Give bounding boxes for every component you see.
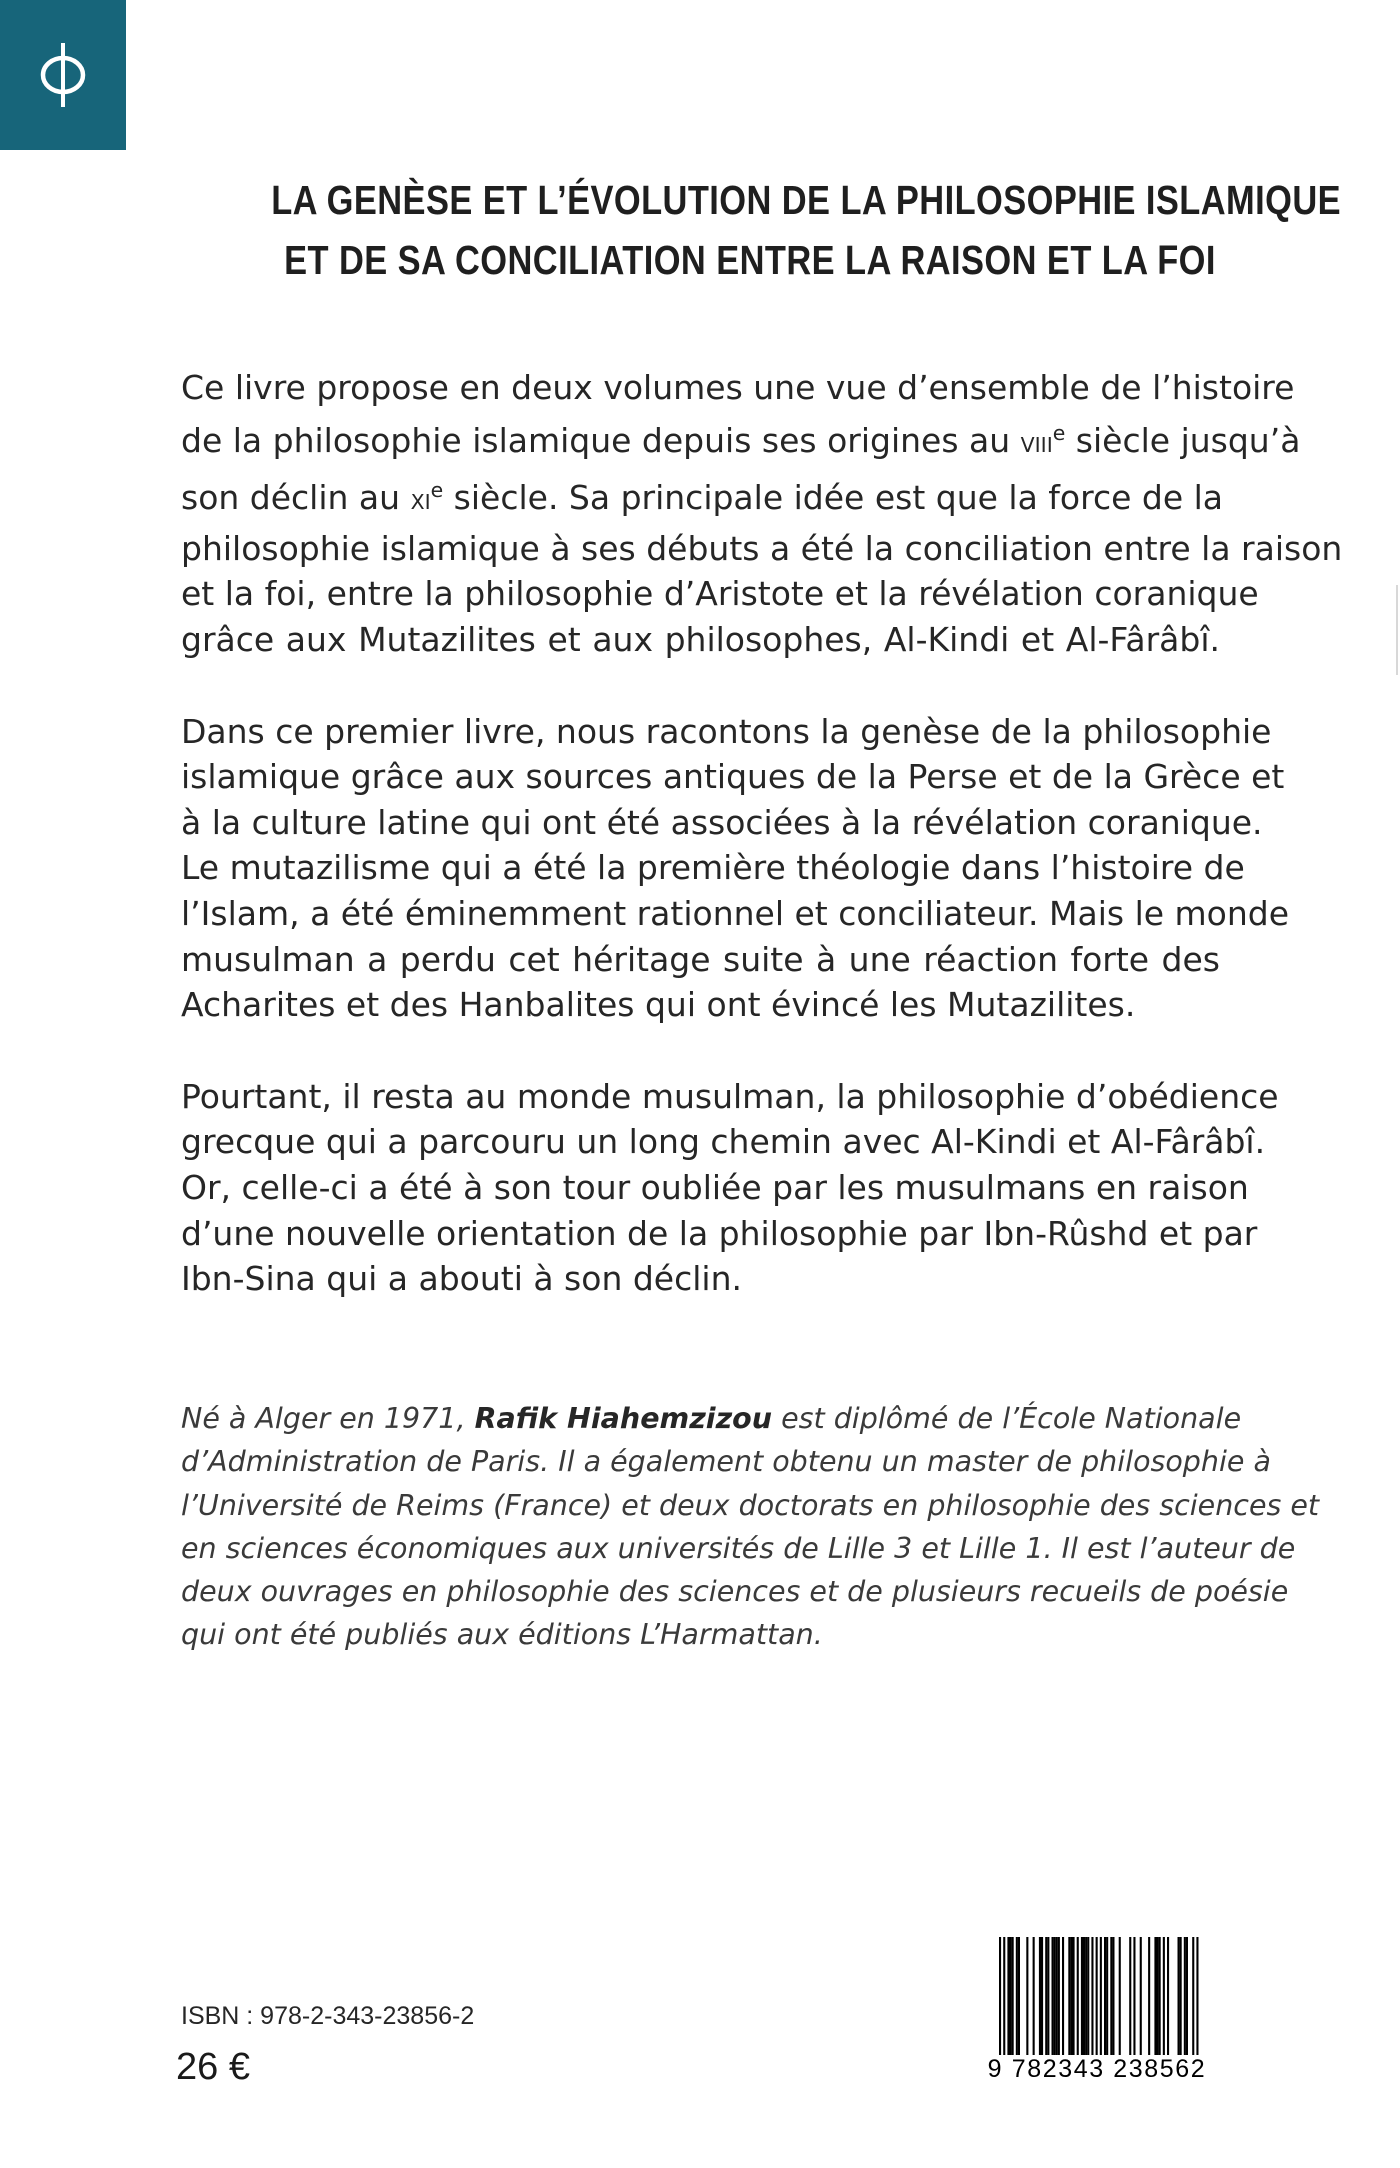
text-line: grecque qui a parcouru un long chemin avec Al-Kindi et Al-Fârâbî. bbox=[181, 1122, 1266, 1162]
text-line: de la philosophie islamique depuis ses origines au VIIIe siècle jusqu’à bbox=[181, 420, 1301, 460]
paragraph-3 bbox=[181, 1074, 1279, 1302]
bio-line: d’Administration de Paris. Il a également obtenu un master de philosophie à bbox=[181, 1445, 1271, 1479]
text-line: son déclin au XIe siècle. Sa principale idée est que la force de la bbox=[181, 478, 1224, 518]
text-line: grâce aux Mutazilites et aux philosophes, Al-Kindi et Al-Fârâbî. bbox=[181, 619, 1220, 659]
barcode-bar bbox=[1148, 1937, 1150, 2055]
barcode-bar bbox=[1112, 1937, 1114, 2055]
barcode-bar bbox=[1157, 1937, 1159, 2055]
text-line: et la foi, entre la philosophie d’Aristote et la révélation coranique bbox=[181, 574, 1259, 614]
text-line: Ce livre propose en deux volumes une vue d’ensemble de l’histoire bbox=[181, 368, 1295, 407]
century-numeral: XI bbox=[410, 490, 431, 515]
edge-mark bbox=[1396, 585, 1398, 675]
barcode-bar bbox=[1163, 1937, 1165, 2055]
bio-line: qui ont été publiés aux éditions L’Harmattan. bbox=[181, 1618, 823, 1652]
barcode-bar bbox=[1016, 1937, 1018, 2055]
text-line: d’une nouvelle orientation de la philosophie par Ibn-Rûshd et par bbox=[181, 1213, 1258, 1253]
barcode-bar bbox=[1110, 1937, 1112, 2055]
barcode-bar bbox=[1104, 1937, 1106, 2055]
barcode-bar bbox=[1003, 1937, 1005, 2062]
text-line: musulman a perdu cet héritage suite à une réaction forte des bbox=[181, 939, 1220, 979]
barcode-bar bbox=[1026, 1937, 1028, 2055]
barcode-bar bbox=[1091, 1937, 1093, 2055]
title-line-2: ET DE SA CONCILIATION ENTRE LA RAISON ET LA FOI bbox=[284, 237, 1216, 283]
author-name: Rafik Hiahemzizou bbox=[474, 1402, 773, 1435]
barcode-bar bbox=[1018, 1937, 1020, 2055]
text-line: Pourtant, il resta au monde musulman, la philosophie d’obédience bbox=[181, 1076, 1279, 1116]
text-line: philosophie islamique à ses débuts a été la conciliation entre la raison bbox=[181, 528, 1343, 568]
paragraph-1 bbox=[181, 365, 1343, 663]
bio-line: en sciences économiques aux universités de Lille 3 et Lille 1. Il est l’auteur de bbox=[181, 1531, 1296, 1565]
barcode-bar bbox=[1083, 1937, 1085, 2055]
barcode-bar bbox=[1081, 1937, 1083, 2055]
barcode-bar bbox=[1129, 1937, 1131, 2055]
barcode-bar bbox=[1054, 1937, 1056, 2055]
barcode-bar bbox=[1154, 1937, 1156, 2055]
barcode-bar bbox=[1180, 1937, 1182, 2055]
barcode-bar bbox=[1184, 1937, 1186, 2055]
barcode-bar bbox=[1167, 1937, 1169, 2055]
barcode-bar bbox=[1070, 1937, 1072, 2055]
barcode-bar bbox=[1186, 1937, 1188, 2055]
barcode-bar bbox=[1087, 1937, 1089, 2055]
publisher-logo bbox=[0, 0, 126, 150]
price-text: 26 € bbox=[176, 2046, 250, 2088]
text-line: Dans ce premier livre, nous racontons la genèse de la philosophie bbox=[181, 711, 1272, 751]
barcode-bar bbox=[1196, 1937, 1198, 2062]
barcode-bar bbox=[1068, 1937, 1070, 2055]
barcode-bar bbox=[999, 1937, 1001, 2062]
barcode-bar bbox=[1039, 1937, 1041, 2055]
barcode-bar bbox=[1007, 1937, 1009, 2055]
text-line: Le mutazilisme qui a été la première théologie dans l’histoire de bbox=[181, 848, 1245, 888]
barcode-bar bbox=[1077, 1937, 1079, 2055]
barcode-bar bbox=[1133, 1937, 1135, 2055]
text-line: l’Islam, a été éminemment rationnel et conciliateur. Mais le monde bbox=[181, 893, 1290, 933]
book-title bbox=[180, 170, 1342, 290]
bio-line: Né à Alger en 1971, Rafik Hiahemzizou est diplômé de l’École Nationale bbox=[181, 1402, 1242, 1435]
barcode-bar bbox=[1119, 1937, 1121, 2055]
barcode-bar bbox=[1047, 1937, 1049, 2055]
barcode-bar bbox=[1056, 1937, 1058, 2055]
text-line: Or, celle-ci a été à son tour oubliée par les musulmans en raison bbox=[181, 1167, 1249, 1207]
bio-line: deux ouvrages en philosophie des sciences et de plusieurs recueils de poésie bbox=[181, 1575, 1289, 1609]
ordinal-superscript: e bbox=[430, 478, 444, 503]
barcode-bar bbox=[1058, 1937, 1060, 2055]
barcode-bar bbox=[1106, 1937, 1108, 2055]
barcode-bar bbox=[1140, 1937, 1142, 2055]
text-line: à la culture latine qui ont été associées à la révélation coranique. bbox=[181, 802, 1263, 842]
barcode-bar bbox=[1178, 1937, 1180, 2055]
barcode-digits: 9 782343 238562 bbox=[977, 2055, 1217, 2084]
barcode-bar bbox=[1010, 1937, 1012, 2055]
barcode-bar bbox=[1052, 1937, 1054, 2055]
barcode-bar bbox=[1096, 1937, 1098, 2062]
barcode-bar bbox=[1192, 1937, 1194, 2062]
century-numeral: VIII bbox=[1020, 432, 1053, 457]
paragraph-2 bbox=[181, 709, 1290, 1028]
phi-icon bbox=[28, 35, 98, 115]
barcode-bar bbox=[1073, 1937, 1075, 2055]
barcode-bar bbox=[1100, 1937, 1102, 2062]
barcode-bar bbox=[1041, 1937, 1043, 2055]
back-cover-text bbox=[181, 365, 1343, 1348]
ordinal-superscript: e bbox=[1052, 420, 1066, 445]
author-bio bbox=[181, 1397, 1320, 1657]
barcode-bar bbox=[1085, 1937, 1087, 2055]
bio-line: l’Université de Reims (France) et deux doctorats en philosophie des sciences et bbox=[181, 1488, 1320, 1522]
barcode-bar bbox=[1159, 1937, 1161, 2055]
barcode-bar bbox=[1045, 1937, 1047, 2055]
isbn-text: ISBN : 978-2-343-23856-2 bbox=[181, 2002, 475, 2030]
text-line: islamique grâce aux sources antiques de la Perse et de la Grèce et bbox=[181, 757, 1285, 797]
title-line-1: LA GENÈSE ET L’ÉVOLUTION DE LA PHILOSOPHIE ISLAMIQUE bbox=[271, 177, 1342, 223]
barcode-bar bbox=[1033, 1937, 1035, 2055]
text-line: Acharites et des Hanbalites qui ont évincé les Mutazilites. bbox=[181, 985, 1136, 1025]
barcode-bar bbox=[1062, 1937, 1064, 2055]
text-line: Ibn-Sina qui a abouti à son déclin. bbox=[181, 1259, 742, 1299]
barcode-bar bbox=[1012, 1937, 1014, 2055]
